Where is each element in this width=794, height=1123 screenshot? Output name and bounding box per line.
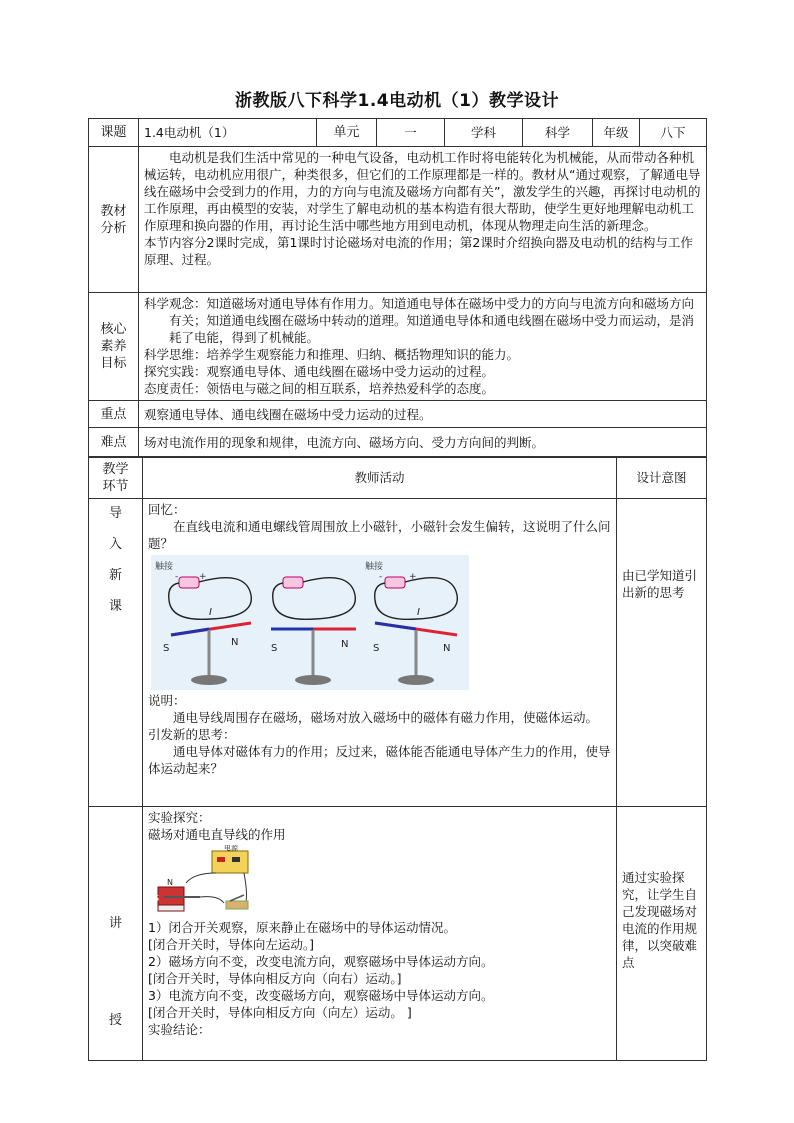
core-item: 探究实践：观察通电导体、通电线圈在磁场中受力运动的过程。 [144, 364, 495, 379]
south-pole-label: S [154, 894, 160, 903]
core-label-line1: 核心 [100, 322, 127, 337]
intro-stage-char: 课 [108, 599, 122, 614]
grade-label: 年级 [593, 119, 640, 147]
touch-label: 触接 [365, 562, 384, 572]
stand-base [398, 675, 434, 685]
stand-base [295, 675, 331, 685]
current-label: I [209, 607, 212, 618]
intro-intent: 由已学知道引出新的思考 [617, 499, 707, 807]
analysis-paragraph-1: 电动机是我们生活中常见的一种电气设备，电动机工作时将电能转化为机械能，从而带动各种机械运转，电动机应用很广，种类很多，但它们的工作原理都是一样的。教材从“通过观察，了解通电导线在磁场中会受到力的作用，力的方向与电流及磁场方向都有关”，激发学生的兴趣，再探讨电动机的工作原理，再由模型的安装，对学生了解电动机的基本构造有很大帮助，使学生更好地理解电动机工作原理和换向器的作用，再讨论生活中哪些地方用到电动机，体现从物理走向生活的新理念。 [144, 150, 701, 233]
north-pole-label: N [167, 878, 173, 887]
core-item: 科学思维：培养学生观察能力和推理、归纳、概括物理知识的能力。 [144, 347, 520, 362]
stage-header-line1: 教学 [102, 461, 129, 477]
battery-icon [283, 577, 303, 588]
experiment-step: [闭合开关时，导体向相反方向（向左）运动。 ] [148, 1005, 412, 1020]
analysis-paragraph-2: 本节内容分2课时完成，第1课时讨论磁场对电流的作用；第2课时介绍换向器及电动机的结构与工作原理、过程。 [144, 235, 693, 267]
intro-stage-char: 导 [108, 506, 122, 521]
analysis-label [89, 147, 139, 293]
recall-question: 在直线电流和通电螺线管周围放上小磁针，小磁针会发生偏转，这说明了什么问题？ [148, 519, 611, 551]
course-value: 1.4电动机（1） [139, 119, 317, 147]
lecture-stage-char: 讲 [108, 915, 122, 931]
experiment-step: 3）电流方向不变，改变磁场方向，观察磁场中导体运动方向。 [148, 988, 494, 1003]
key-label: 重点 [89, 401, 139, 428]
stand-base [191, 675, 227, 685]
lecture-intent: 通过实验探究，让学生自己发现磁场对电流的作用规律，以突破难点 [617, 807, 707, 1061]
core-content [139, 293, 707, 401]
experiment-heading: 实验探究： [148, 810, 211, 825]
touch-label: 触接 [155, 562, 174, 572]
difficulty-label: 难点 [89, 428, 139, 458]
unit-label: 单元 [317, 119, 377, 147]
current-label: I [417, 607, 420, 618]
north-label: N [231, 637, 239, 648]
difficulty-text: 场对电流作用的现象和规律，电流方向、磁场方向、受力方向间的判断。 [139, 428, 707, 458]
experiment-step: [闭合开关时，导体向相反方向（向右）运动。] [148, 971, 402, 986]
switch-icon [226, 901, 248, 909]
conclusion-heading: 实验结论： [148, 1022, 211, 1037]
minus-label: - [175, 572, 179, 582]
process-table [88, 456, 707, 1061]
core-label-line3: 目标 [100, 356, 127, 371]
analysis-label-line2: 分析 [100, 220, 127, 236]
lecture-stage [89, 807, 143, 1061]
think-heading: 引发新的思考： [148, 727, 236, 742]
oersted-experiment-figure [151, 555, 469, 690]
explain-heading: 说明： [148, 693, 186, 708]
south-label: S [163, 643, 170, 654]
teacher-header: 教师活动 [143, 457, 617, 499]
analysis-content [139, 147, 707, 293]
battery-icon [179, 577, 199, 588]
power-label: 电源 [224, 845, 238, 852]
plus-label: + [409, 572, 417, 582]
experiment-title: 磁场对通电直导线的作用 [148, 827, 286, 842]
south-label: S [373, 643, 380, 654]
north-label: N [443, 643, 451, 654]
page-title: 浙教版八下科学1.4电动机（1）教学设计 [235, 91, 559, 111]
intent-header: 设计意图 [617, 457, 707, 499]
key-text: 观察通电导体、通电线圈在磁场中受力运动的过程。 [139, 401, 707, 428]
unit-value: 一 [377, 119, 445, 147]
stage-header-line2: 环节 [102, 478, 129, 494]
plus-label: + [199, 572, 207, 582]
subject-value: 科学 [523, 119, 593, 147]
battery-icon [385, 577, 405, 588]
magnetic-force-apparatus-figure [154, 845, 264, 917]
experiment-step: 2）磁场方向不变，改变电流方向，观察磁场中导体运动方向。 [148, 954, 494, 969]
analysis-label-line1: 教材 [100, 203, 127, 219]
minus-label: - [379, 572, 383, 582]
subject-label: 学科 [445, 119, 523, 147]
north-label: N [341, 639, 349, 650]
recall-heading: 回忆： [148, 502, 186, 517]
explain-text: 通电导线周围存在磁场，磁场对放入磁场中的磁体有磁力作用，使磁体运动。 [173, 710, 599, 725]
grade-value: 八下 [640, 119, 707, 147]
south-label: S [271, 643, 278, 654]
course-label: 课题 [89, 119, 139, 147]
intro-content [143, 499, 617, 807]
experiment-step: 1）闭合开关观察，原来静止在磁场中的导体运动情况。 [148, 920, 456, 935]
stage-header [89, 457, 143, 499]
lecture-content [143, 807, 617, 1061]
intro-stage-char: 入 [108, 537, 122, 552]
think-text: 通电导体对磁体有力的作用；反过来，磁体能否能通电导体产生力的作用，使导体运动起来？ [148, 744, 611, 776]
intro-stage-char: 新 [108, 568, 122, 583]
core-item: 科学观念：知道磁场对通电导体有作用力。知道通电导体在磁场中受力的方向与电流方向和磁场方向有关；知道通电线圈在磁场中转动的道理。知道通电导体和通电线圈在磁场中受力而运动，是消耗了电能，得到了机械能。 [144, 296, 695, 345]
experiment-step: [闭合开关时，导体向左运动。] [148, 937, 315, 952]
lecture-stage-char: 授 [108, 1012, 122, 1028]
core-label-line2: 素养 [100, 339, 127, 354]
core-item: 态度责任：领悟电与磁之间的相互联系，培养热爱科学的态度。 [144, 381, 495, 396]
core-label [89, 293, 139, 401]
lesson-info-table [88, 118, 707, 458]
intro-stage [89, 499, 143, 807]
